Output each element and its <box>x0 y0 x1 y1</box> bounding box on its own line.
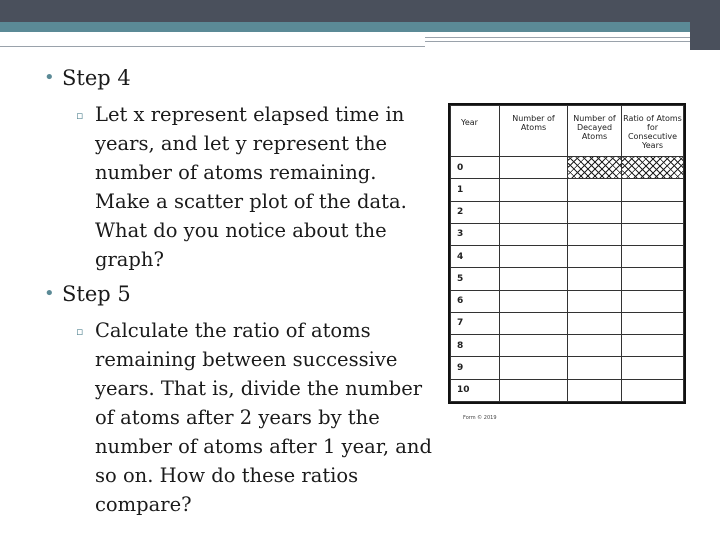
table-cell <box>622 312 684 334</box>
accent-bar <box>0 22 720 32</box>
year-cell: 9 <box>451 357 500 379</box>
square-bullet-icon: ▫ <box>76 325 84 338</box>
worksheet-credit: Form © 2019 <box>463 415 497 421</box>
step-4-subbullet <box>40 100 435 274</box>
header-year: Year <box>451 106 500 157</box>
year-cell: 8 <box>451 335 500 357</box>
square-bullet-icon: ▫ <box>76 109 84 122</box>
step-5-bullet <box>40 280 435 308</box>
table-cell <box>622 223 684 245</box>
year-cell: 6 <box>451 290 500 312</box>
header-decayed: Number of Decayed Atoms <box>568 106 622 157</box>
table-row <box>451 379 684 401</box>
table-cell <box>622 246 684 268</box>
table-cell <box>622 357 684 379</box>
table-cell <box>500 157 568 179</box>
corner-block <box>690 0 720 50</box>
step-4-bullet <box>40 64 435 92</box>
table-row <box>451 223 684 245</box>
table-cell <box>500 290 568 312</box>
step-5-text: Calculate the ratio of atoms remaining between successive years. That is, divide the number of atoms after 2 years by the number of atoms after 1 year, and so on. How do these ratios compare? <box>95 319 432 516</box>
hatched-cell <box>622 157 684 179</box>
table-row <box>451 290 684 312</box>
step-5-subbullet <box>40 316 435 519</box>
table-row <box>451 179 684 201</box>
table-cell <box>568 179 622 201</box>
table-cell <box>500 312 568 334</box>
table-row <box>451 357 684 379</box>
table-cell <box>568 201 622 223</box>
year-cell: 3 <box>451 223 500 245</box>
table-cell <box>622 290 684 312</box>
table-cell <box>568 335 622 357</box>
decor-line <box>425 37 690 38</box>
bullet-dot-icon: • <box>44 283 55 304</box>
table-cell <box>622 379 684 401</box>
table-cell <box>500 179 568 201</box>
table-cell <box>568 357 622 379</box>
bullet-dot-icon: • <box>44 67 55 88</box>
top-bar <box>0 0 720 22</box>
table-row <box>451 268 684 290</box>
year-cell: 10 <box>451 379 500 401</box>
table-cell <box>500 223 568 245</box>
year-cell: 0 <box>451 157 500 179</box>
table-cell <box>568 312 622 334</box>
year-cell: 5 <box>451 268 500 290</box>
bullet-list <box>40 64 435 525</box>
table-cell <box>500 268 568 290</box>
step-5-title: Step 5 <box>62 282 131 306</box>
header-atoms: Number of Atoms <box>500 106 568 157</box>
table-cell <box>568 246 622 268</box>
year-cell: 1 <box>451 179 500 201</box>
table-cell <box>622 335 684 357</box>
worksheet-table-image <box>448 103 686 404</box>
table-row <box>451 246 684 268</box>
table-cell <box>568 290 622 312</box>
header-ratio: Ratio of Atoms for Consecutive Years <box>622 106 684 157</box>
table-cell <box>500 379 568 401</box>
table-cell <box>622 201 684 223</box>
decor-line <box>425 41 690 42</box>
decor-line <box>0 46 425 47</box>
data-table <box>450 105 684 402</box>
table-cell <box>500 357 568 379</box>
table-cell <box>568 268 622 290</box>
table-cell <box>622 179 684 201</box>
table-cell <box>500 246 568 268</box>
table-row <box>451 157 684 179</box>
table-row <box>451 335 684 357</box>
table-row <box>451 312 684 334</box>
table-cell <box>568 379 622 401</box>
year-cell: 7 <box>451 312 500 334</box>
table-row <box>451 201 684 223</box>
hatched-cell <box>568 157 622 179</box>
table-cell <box>500 201 568 223</box>
step-4-title: Step 4 <box>62 66 131 90</box>
table-cell <box>568 223 622 245</box>
year-cell: 4 <box>451 246 500 268</box>
table-cell <box>622 268 684 290</box>
step-4-text: Let x represent elapsed time in years, and let y represent the number of atoms remaining. Make a scatter plot of the data. What do you notice about the graph? <box>95 103 407 271</box>
table-cell <box>500 335 568 357</box>
year-cell: 2 <box>451 201 500 223</box>
